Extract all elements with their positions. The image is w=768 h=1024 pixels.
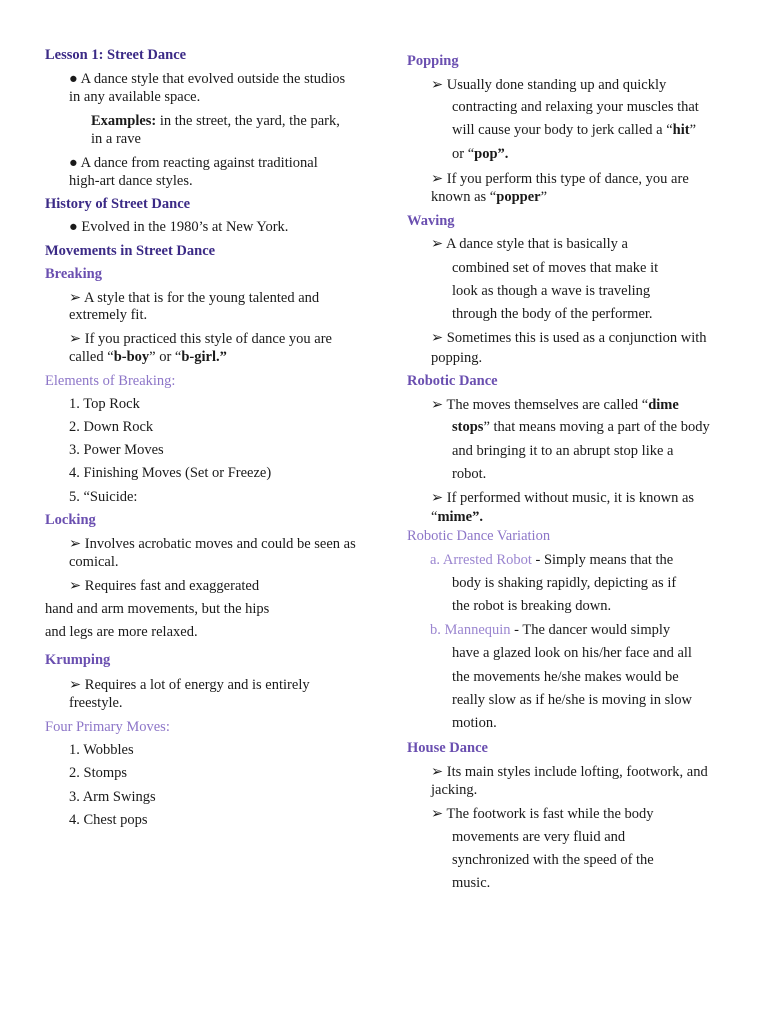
- history-bullet: ● Evolved in the 1980’s at New York.: [69, 219, 289, 235]
- examples-line-1: [91, 112, 340, 130]
- locking-title: Locking: [45, 512, 96, 528]
- popping-bullet-2-line-1: ➢ If you perform this type of dance, you are: [431, 171, 689, 187]
- mime-quote-open: “: [431, 509, 438, 525]
- krumping-title: Krumping: [45, 652, 111, 668]
- breaking-bullet-1-line-2: extremely fit.: [69, 307, 148, 323]
- waving-bullet-1-line-2: combined set of moves that make it: [452, 260, 659, 276]
- house-bullet-1-line-1: ➢ Its main styles include lofting, footwork, and: [431, 764, 708, 780]
- mime-quote-close: ”.: [472, 509, 483, 525]
- intro-bullet-2-line-1: ● A dance from reacting against traditional: [69, 155, 318, 171]
- house-bullet-2-line-2: movements are very fluid and: [452, 829, 626, 845]
- popping-called-text: will cause your body to jerk called a “: [452, 122, 673, 138]
- house-bullet-2-line-1: ➢ The footwork is fast while the body: [431, 806, 654, 822]
- stops-term: stops: [452, 419, 484, 435]
- bboy-term: b-boy: [113, 349, 150, 365]
- lesson-title: Lesson 1: Street Dance: [45, 47, 187, 63]
- variation-b-line-3: the movements he/she makes would be: [452, 669, 679, 685]
- popping-title: Popping: [407, 53, 459, 69]
- examples-label: Examples:: [91, 113, 157, 129]
- variation-a-line-1: [430, 551, 673, 569]
- hit-term: hit: [672, 122, 690, 138]
- locking-bullet-2-line-3: and legs are more relaxed.: [45, 624, 198, 640]
- locking-bullet-2-line-2: hand and arm movements, but the hips: [45, 601, 270, 617]
- waving-bullet-1-line-4: through the body of the performer.: [452, 306, 653, 322]
- element-item-1: 1. Top Rock: [69, 396, 140, 412]
- variation-a-line-2: body is shaking rapidly, depicting as if: [452, 575, 677, 591]
- intro-bullet-1-line-1: ● A dance style that evolved outside the studios: [69, 71, 346, 87]
- element-item-5: 5. “Suicide:: [69, 489, 138, 505]
- robotic-bullet-1-line-2: [452, 418, 710, 436]
- bgirl-term: b-girl.”: [181, 349, 227, 365]
- robotic-bullet-2-line-1: ➢ If performed without music, it is known as: [431, 490, 695, 506]
- hit-quote-close: ”: [689, 122, 697, 138]
- mannequin-label: b. Mannequin: [430, 622, 511, 638]
- variation-b-line-1: [430, 621, 670, 639]
- popper-quote-close: ”: [540, 189, 548, 205]
- breaking-bullet-2-line-1: ➢ If you practiced this style of dance you are: [69, 331, 332, 347]
- stops-rest-text: ” that means moving a part of the body: [483, 419, 710, 435]
- waving-bullet-2-line-1: ➢ Sometimes this is used as a conjunction with: [431, 330, 707, 346]
- arrested-robot-text: - Simply means that the: [531, 552, 674, 568]
- move-item-4: 4. Chest pops: [69, 812, 148, 828]
- robotic-bullet-1-line-1: [431, 396, 679, 414]
- move-item-2: 2. Stomps: [69, 765, 128, 781]
- intro-bullet-2-line-2: high-art dance styles.: [69, 173, 193, 189]
- variation-title: Robotic Dance Variation: [407, 528, 551, 544]
- robotic-called-text: ➢ The moves themselves are called “: [431, 397, 649, 413]
- breaking-title: Breaking: [45, 266, 102, 282]
- move-item-3: 3. Arm Swings: [69, 789, 156, 805]
- variation-b-line-5: motion.: [452, 715, 497, 731]
- dime-term: dime: [648, 397, 679, 413]
- waving-bullet-2-line-2: popping.: [431, 350, 483, 366]
- popping-bullet-2-line-2: [431, 188, 547, 206]
- mannequin-text: - The dancer would simply: [510, 622, 671, 638]
- move-item-1: 1. Wobbles: [69, 742, 134, 758]
- elements-title: Elements of Breaking:: [45, 373, 176, 389]
- pop-term: pop: [474, 146, 498, 162]
- popper-term: popper: [496, 189, 541, 205]
- krumping-bullet-line-1: ➢ Requires a lot of energy and is entirely: [69, 677, 310, 693]
- robotic-bullet-1-line-3: and bringing it to an abrupt stop like a: [452, 443, 674, 459]
- waving-bullet-1-line-3: look as though a wave is traveling: [452, 283, 651, 299]
- known-as-text: known as “: [431, 189, 497, 205]
- breaking-bullet-1-line-1: ➢ A style that is for the young talented and: [69, 290, 320, 306]
- krumping-bullet-line-2: freestyle.: [69, 695, 123, 711]
- waving-bullet-1-line-1: ➢ A dance style that is basically a: [431, 236, 628, 252]
- popping-bullet-1-line-3: [452, 121, 696, 139]
- variation-a-line-3: the robot is breaking down.: [452, 598, 612, 614]
- history-title: History of Street Dance: [45, 196, 191, 212]
- locking-bullet-2-line-1: ➢ Requires fast and exaggerated: [69, 578, 260, 594]
- pop-or-text: or “: [452, 146, 475, 162]
- variation-b-line-4: really slow as if he/she is moving in slow: [452, 692, 693, 708]
- or-text: ” or “: [149, 349, 182, 365]
- popping-bullet-1-line-4: [452, 145, 508, 163]
- breaking-bullet-2-line-2: [69, 348, 227, 366]
- arrested-robot-label: a. Arrested Robot: [430, 552, 532, 568]
- house-title: House Dance: [407, 740, 488, 756]
- house-bullet-2-line-4: music.: [452, 875, 491, 891]
- mime-term: mime: [437, 509, 473, 525]
- robotic-bullet-1-line-4: robot.: [452, 466, 487, 482]
- house-bullet-2-line-3: synchronized with the speed of the: [452, 852, 654, 868]
- robotic-title: Robotic Dance: [407, 373, 498, 389]
- element-item-3: 3. Power Moves: [69, 442, 164, 458]
- popping-bullet-1-line-2: contracting and relaxing your muscles that: [452, 99, 699, 115]
- examples-line-2: in a rave: [91, 131, 141, 147]
- house-bullet-1-line-2: jacking.: [431, 782, 478, 798]
- pop-quote-close: ”.: [497, 146, 509, 162]
- intro-bullet-1-line-2: in any available space.: [69, 89, 201, 105]
- examples-text: in the street, the yard, the park,: [156, 113, 340, 129]
- locking-bullet-1-line-2: comical.: [69, 554, 119, 570]
- movements-title: Movements in Street Dance: [45, 243, 216, 259]
- locking-bullet-1-line-1: ➢ Involves acrobatic moves and could be seen as: [69, 536, 356, 552]
- element-item-2: 2. Down Rock: [69, 419, 154, 435]
- waving-title: Waving: [407, 213, 455, 229]
- called-text: called “: [69, 349, 114, 365]
- four-moves-title: Four Primary Moves:: [45, 719, 170, 735]
- robotic-bullet-2-line-2: [431, 508, 483, 526]
- popping-bullet-1-line-1: ➢ Usually done standing up and quickly: [431, 77, 667, 93]
- element-item-4: 4. Finishing Moves (Set or Freeze): [69, 465, 272, 481]
- variation-b-line-2: have a glazed look on his/her face and all: [452, 645, 692, 661]
